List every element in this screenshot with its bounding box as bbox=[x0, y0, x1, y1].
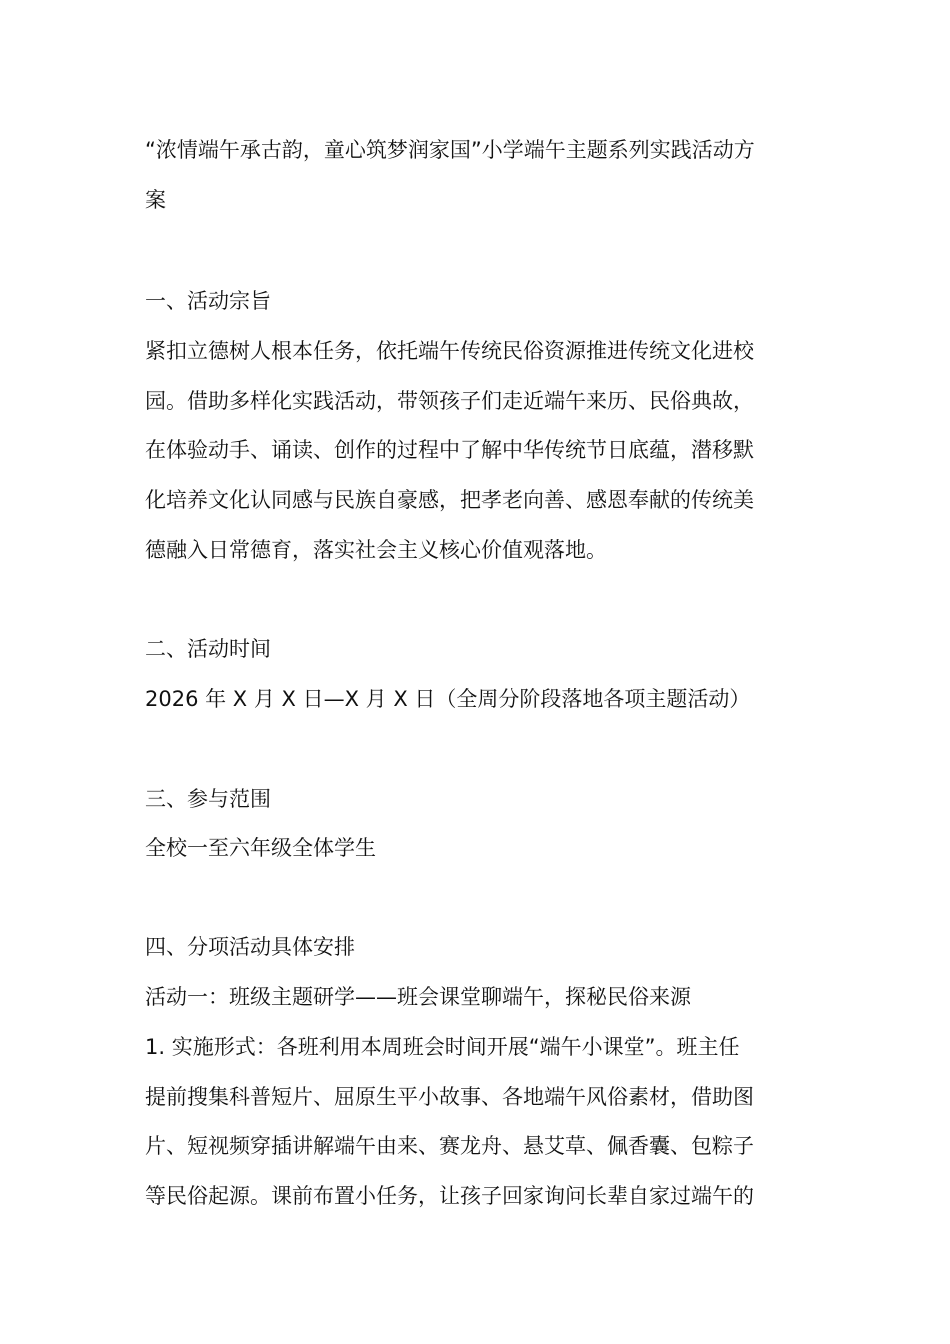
activity-title: 活动一：班级主题研学——班会课堂聊端午，探秘民俗来源 bbox=[145, 985, 691, 1009]
paragraph-line: 2026 年 X 月 X 日—X 月 X 日（全周分阶段落地各项主题活动） bbox=[145, 687, 751, 711]
paragraph-line: 片、短视频穿插讲解端午由来、赛龙舟、悬艾草、佩香囊、包粽子 bbox=[145, 1134, 754, 1158]
paragraph-line: 紧扣立德树人根本任务，依托端午传统民俗资源推进传统文化进校 bbox=[145, 339, 754, 363]
paragraph-line: 在体验动手、诵读、创作的过程中了解中华传统节日底蕴，潜移默 bbox=[145, 438, 754, 462]
section-heading-time: 二、活动时间 bbox=[145, 637, 271, 661]
paragraph-line: 园。借助多样化实践活动，带领孩子们走近端午来历、民俗典故， bbox=[145, 389, 754, 413]
section-heading-scope: 三、参与范围 bbox=[145, 787, 271, 811]
document-title-line-2: 案 bbox=[145, 188, 166, 212]
paragraph-line: 全校一至六年级全体学生 bbox=[145, 836, 376, 860]
document-title-line-1: “浓情端午承古韵，童心筑梦润家国”小学端午主题系列实践活动方 bbox=[145, 138, 755, 162]
paragraph-line: 化培养文化认同感与民族自豪感，把孝老向善、感恩奉献的传统美 bbox=[145, 488, 754, 512]
paragraph-line: 等民俗起源。课前布置小任务，让孩子回家询问长辈自家过端午的 bbox=[145, 1184, 754, 1208]
section-heading-arrangement: 四、分项活动具体安排 bbox=[145, 935, 355, 959]
paragraph-line: 提前搜集科普短片、屈原生平小故事、各地端午风俗素材，借助图 bbox=[145, 1085, 754, 1109]
paragraph-line: 1. 实施形式：各班利用本周班会时间开展“端午小课堂”。班主任 bbox=[145, 1035, 740, 1059]
section-heading-purpose: 一、活动宗旨 bbox=[145, 289, 271, 313]
paragraph-line: 德融入日常德育，落实社会主义核心价值观落地。 bbox=[145, 538, 607, 562]
